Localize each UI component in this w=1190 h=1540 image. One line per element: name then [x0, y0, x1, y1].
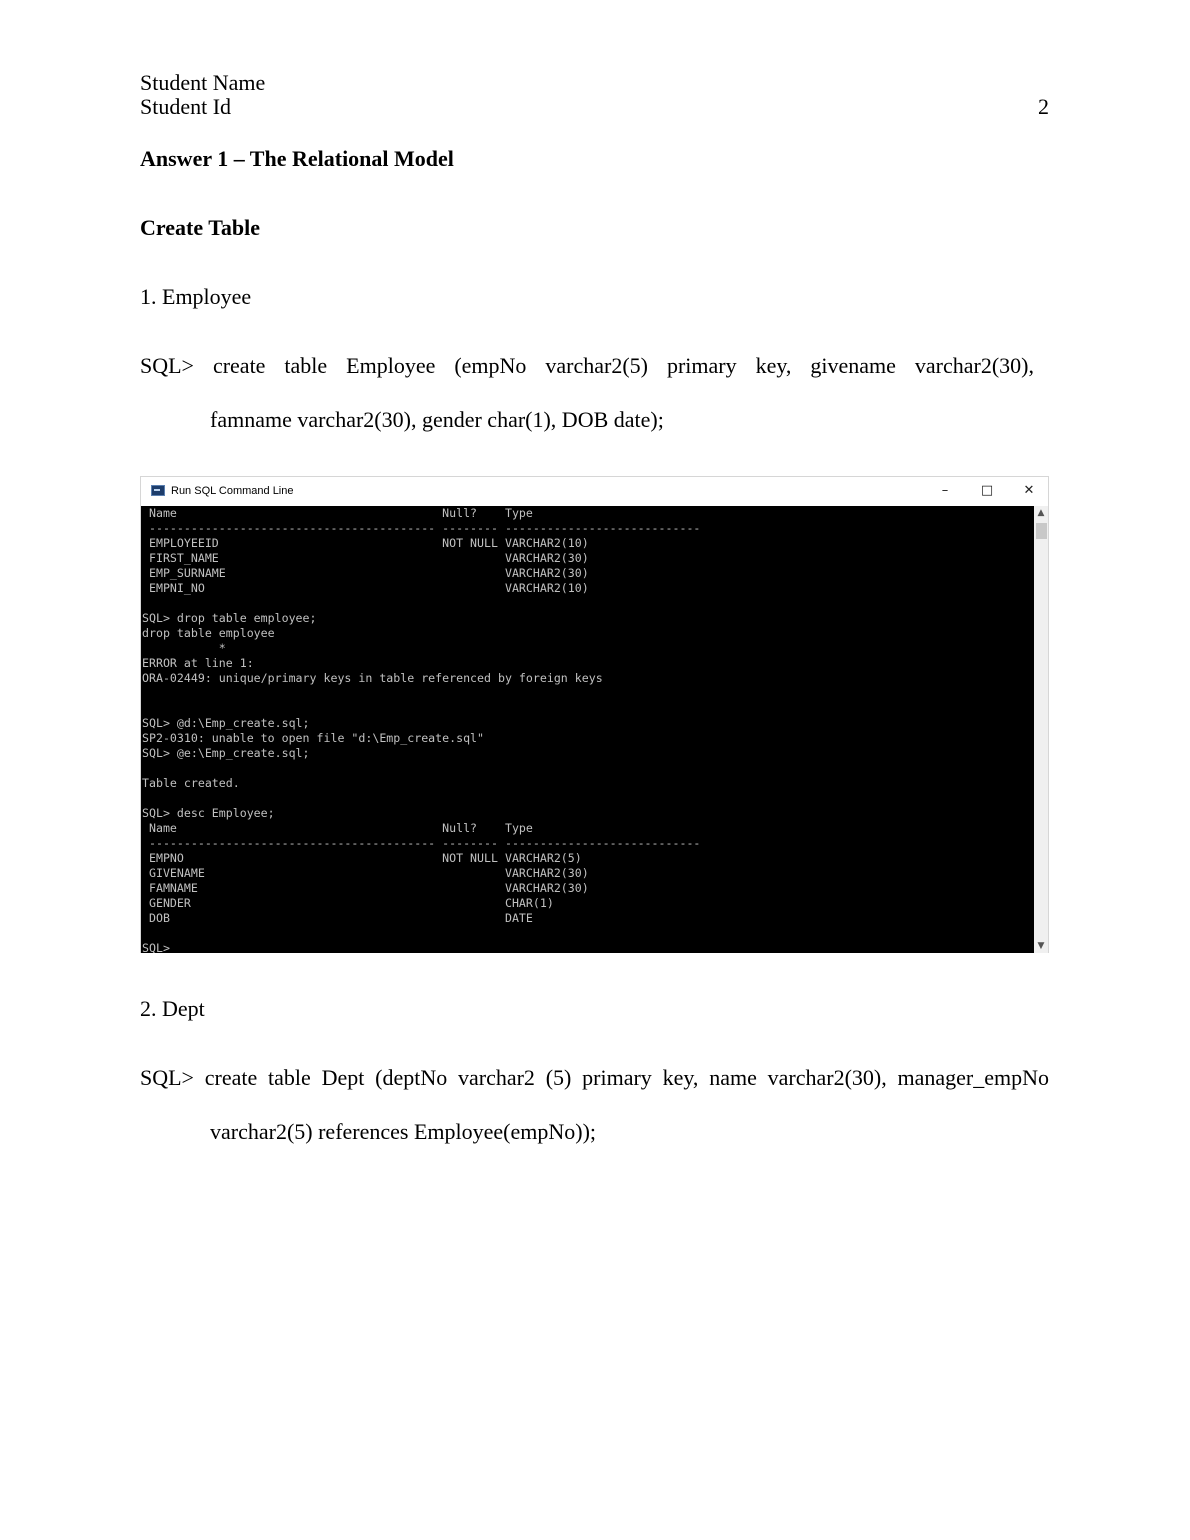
console-line: SQL> — [142, 941, 170, 953]
sql-app-icon — [151, 485, 165, 496]
console-line: GENDER CHAR(1) — [142, 896, 554, 910]
employee-sql-line-1: SQL> create table Employee (empNo varchar2(5) primary key, givename varchar2(30), — [140, 353, 1034, 378]
console-line: Name Null? Type — [142, 821, 533, 835]
vertical-scrollbar[interactable] — [1034, 506, 1048, 953]
console-line: DOB DATE — [142, 911, 533, 925]
console-line: ----------------------------------------- -------- ---------------------------- — [142, 521, 701, 535]
console-line: SP2-0310: unable to open file "d:\Emp_create.sql" — [142, 731, 485, 745]
console-line: SQL> desc Employee; — [142, 806, 275, 820]
minimize-icon[interactable]: – — [941, 483, 949, 498]
page-number: 2 — [1038, 94, 1049, 119]
console-line: FIRST_NAME VARCHAR2(30) — [142, 551, 589, 565]
student-id: Student Id — [140, 94, 232, 119]
student-name: Student Name — [140, 70, 266, 95]
scroll-down-icon[interactable]: ▼ — [1037, 941, 1045, 951]
console-line: Table created. — [142, 776, 240, 790]
window-title: Run SQL Command Line — [171, 485, 294, 497]
console-line: SQL> drop table employee; — [142, 611, 317, 625]
subsection-title: Create Table — [140, 215, 260, 240]
console-line: EMPNI_NO VARCHAR2(10) — [142, 581, 589, 595]
console-line: FAMNAME VARCHAR2(30) — [142, 881, 589, 895]
scroll-up-icon[interactable]: ▲ — [1037, 508, 1045, 518]
console-line: EMP_SURNAME VARCHAR2(30) — [142, 566, 589, 580]
console-line: SQL> @e:\Emp_create.sql; — [142, 746, 310, 760]
close-icon[interactable]: ✕ — [1023, 483, 1035, 498]
sql-command-line-window — [140, 476, 1049, 953]
console-line: ORA-02449: unique/primary keys in table referenced by foreign keys — [142, 671, 603, 685]
console-line: drop table employee — [142, 626, 275, 640]
maximize-icon[interactable]: □ — [980, 483, 994, 498]
scroll-thumb[interactable] — [1036, 523, 1047, 539]
employee-sql-line-2: famname varchar2(30), gender char(1), DOB date); — [210, 407, 664, 432]
console-output[interactable] — [141, 506, 1034, 953]
section-title: Answer 1 – The Relational Model — [140, 146, 454, 171]
console-line: EMPLOYEEID NOT NULL VARCHAR2(10) — [142, 536, 589, 550]
console-line: * — [142, 641, 226, 655]
console-line: ERROR at line 1: — [142, 656, 254, 670]
employee-heading: 1. Employee — [140, 284, 252, 309]
console-line: SQL> @d:\Emp_create.sql; — [142, 716, 310, 730]
dept-sql-line-1: SQL> create table Dept (deptNo varchar2 (5) primary key, name varchar2(30), manager_empNo — [140, 1065, 1049, 1090]
console-line: ----------------------------------------- -------- ---------------------------- — [142, 836, 701, 850]
console-line: GIVENAME VARCHAR2(30) — [142, 866, 589, 880]
console-line: Name Null? Type — [142, 506, 533, 520]
dept-sql-line-2: varchar2(5) references Employee(empNo)); — [210, 1119, 597, 1144]
window-title-bar — [141, 477, 1048, 506]
dept-heading: 2. Dept — [140, 996, 205, 1021]
console-line: EMPNO NOT NULL VARCHAR2(5) — [142, 851, 582, 865]
